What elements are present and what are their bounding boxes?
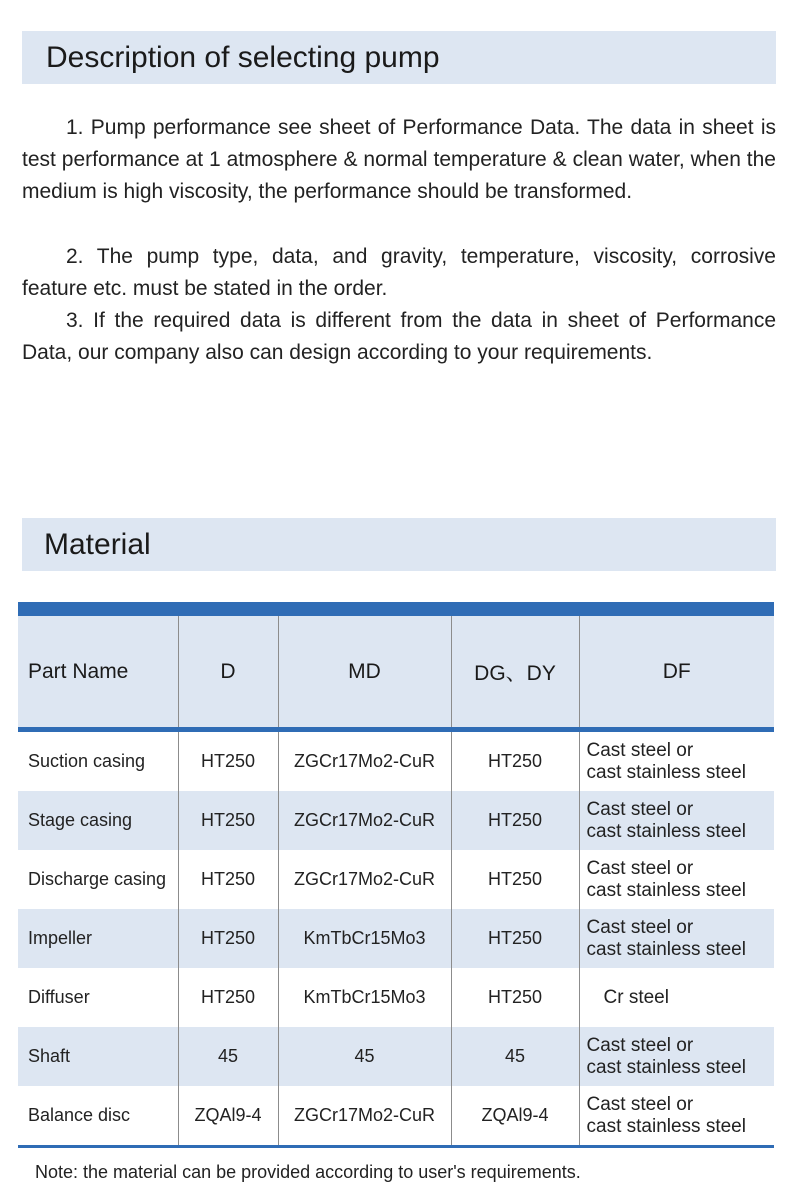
d-cell: 45 xyxy=(178,1027,278,1086)
d-cell: ZQAl9-4 xyxy=(178,1086,278,1147)
dg-dy-cell: HT250 xyxy=(451,730,579,792)
df-cell xyxy=(579,968,774,1027)
table-row xyxy=(18,791,774,850)
part-name-cell: Impeller xyxy=(18,909,178,968)
df-cell xyxy=(579,1027,774,1086)
table-row xyxy=(18,730,774,792)
df-cell xyxy=(579,730,774,792)
df-line-1: Cast steel or xyxy=(586,739,694,761)
part-name-cell: Shaft xyxy=(18,1027,178,1086)
df-line-1: Cast steel or xyxy=(586,1093,694,1115)
df-line-1: Cr steel xyxy=(603,986,669,1008)
md-cell: 45 xyxy=(278,1027,451,1086)
df-cell xyxy=(579,791,774,850)
df-cell xyxy=(579,850,774,909)
d-cell: HT250 xyxy=(178,850,278,909)
df-line-2: cast stainless steel xyxy=(586,879,746,901)
table-row xyxy=(18,1027,774,1086)
table-row xyxy=(18,968,774,1027)
material-table xyxy=(18,616,774,1148)
md-cell: KmTbCr15Mo3 xyxy=(278,968,451,1027)
table-row xyxy=(18,850,774,909)
table-header-row xyxy=(18,616,774,730)
d-cell: HT250 xyxy=(178,968,278,1027)
header-md: MD xyxy=(278,616,451,730)
d-cell: HT250 xyxy=(178,909,278,968)
d-cell: HT250 xyxy=(178,730,278,792)
md-cell: ZGCr17Mo2-CuR xyxy=(278,791,451,850)
dg-dy-cell: ZQAl9-4 xyxy=(451,1086,579,1147)
df-cell xyxy=(579,1086,774,1147)
header-part-name: Part Name xyxy=(18,616,178,730)
material-heading: Material xyxy=(22,518,776,571)
df-line-1: Cast steel or xyxy=(586,916,694,938)
dg-dy-cell: 45 xyxy=(451,1027,579,1086)
md-cell: KmTbCr15Mo3 xyxy=(278,909,451,968)
df-line-2: cast stainless steel xyxy=(586,820,746,842)
md-cell: ZGCr17Mo2-CuR xyxy=(278,1086,451,1147)
df-line-1: Cast steel or xyxy=(586,1034,694,1056)
part-name-cell: Balance disc xyxy=(18,1086,178,1147)
md-cell: ZGCr17Mo2-CuR xyxy=(278,850,451,909)
d-cell: HT250 xyxy=(178,791,278,850)
header-d: D xyxy=(178,616,278,730)
df-line-2: cast stainless steel xyxy=(586,761,746,783)
table-row xyxy=(18,1086,774,1147)
part-name-cell: Discharge casing xyxy=(18,850,178,909)
part-name-cell: Stage casing xyxy=(18,791,178,850)
description-paragraph-1: 1. Pump performance see sheet of Performance Data. The data in sheet is test performance at 1 atmosphere & normal temperature & clean water, when the medium is high viscosity, the performance should be transformed. xyxy=(22,116,776,203)
header-df: DF xyxy=(579,616,774,730)
description-paragraph-2: 2. The pump type, data, and gravity, temperature, viscosity, corrosive feature etc. must be stated in the order. xyxy=(22,245,776,300)
dg-dy-cell: HT250 xyxy=(451,850,579,909)
df-line-2: cast stainless steel xyxy=(586,1056,746,1078)
df-line-2: cast stainless steel xyxy=(586,938,746,960)
part-name-cell: Suction casing xyxy=(18,730,178,792)
material-note: Note: the material can be provided according to user's requirements. xyxy=(35,1162,581,1182)
dg-dy-cell: HT250 xyxy=(451,791,579,850)
df-line-1: Cast steel or xyxy=(586,857,694,879)
df-line-2: cast stainless steel xyxy=(586,1115,746,1137)
header-dg-dy: DG、DY xyxy=(451,616,579,730)
dg-dy-cell: HT250 xyxy=(451,909,579,968)
description-paragraph-3: 3. If the required data is different from the data in sheet of Performance Data, our company also can design according to your requirements. xyxy=(22,309,776,364)
df-line-1: Cast steel or xyxy=(586,798,694,820)
df-cell xyxy=(579,909,774,968)
table-row xyxy=(18,909,774,968)
material-table-wrapper xyxy=(18,602,774,1148)
description-heading: Description of selecting pump xyxy=(22,31,776,84)
dg-dy-cell: HT250 xyxy=(451,968,579,1027)
table-top-bar xyxy=(18,602,774,616)
part-name-cell: Diffuser xyxy=(18,968,178,1027)
md-cell: ZGCr17Mo2-CuR xyxy=(278,730,451,792)
